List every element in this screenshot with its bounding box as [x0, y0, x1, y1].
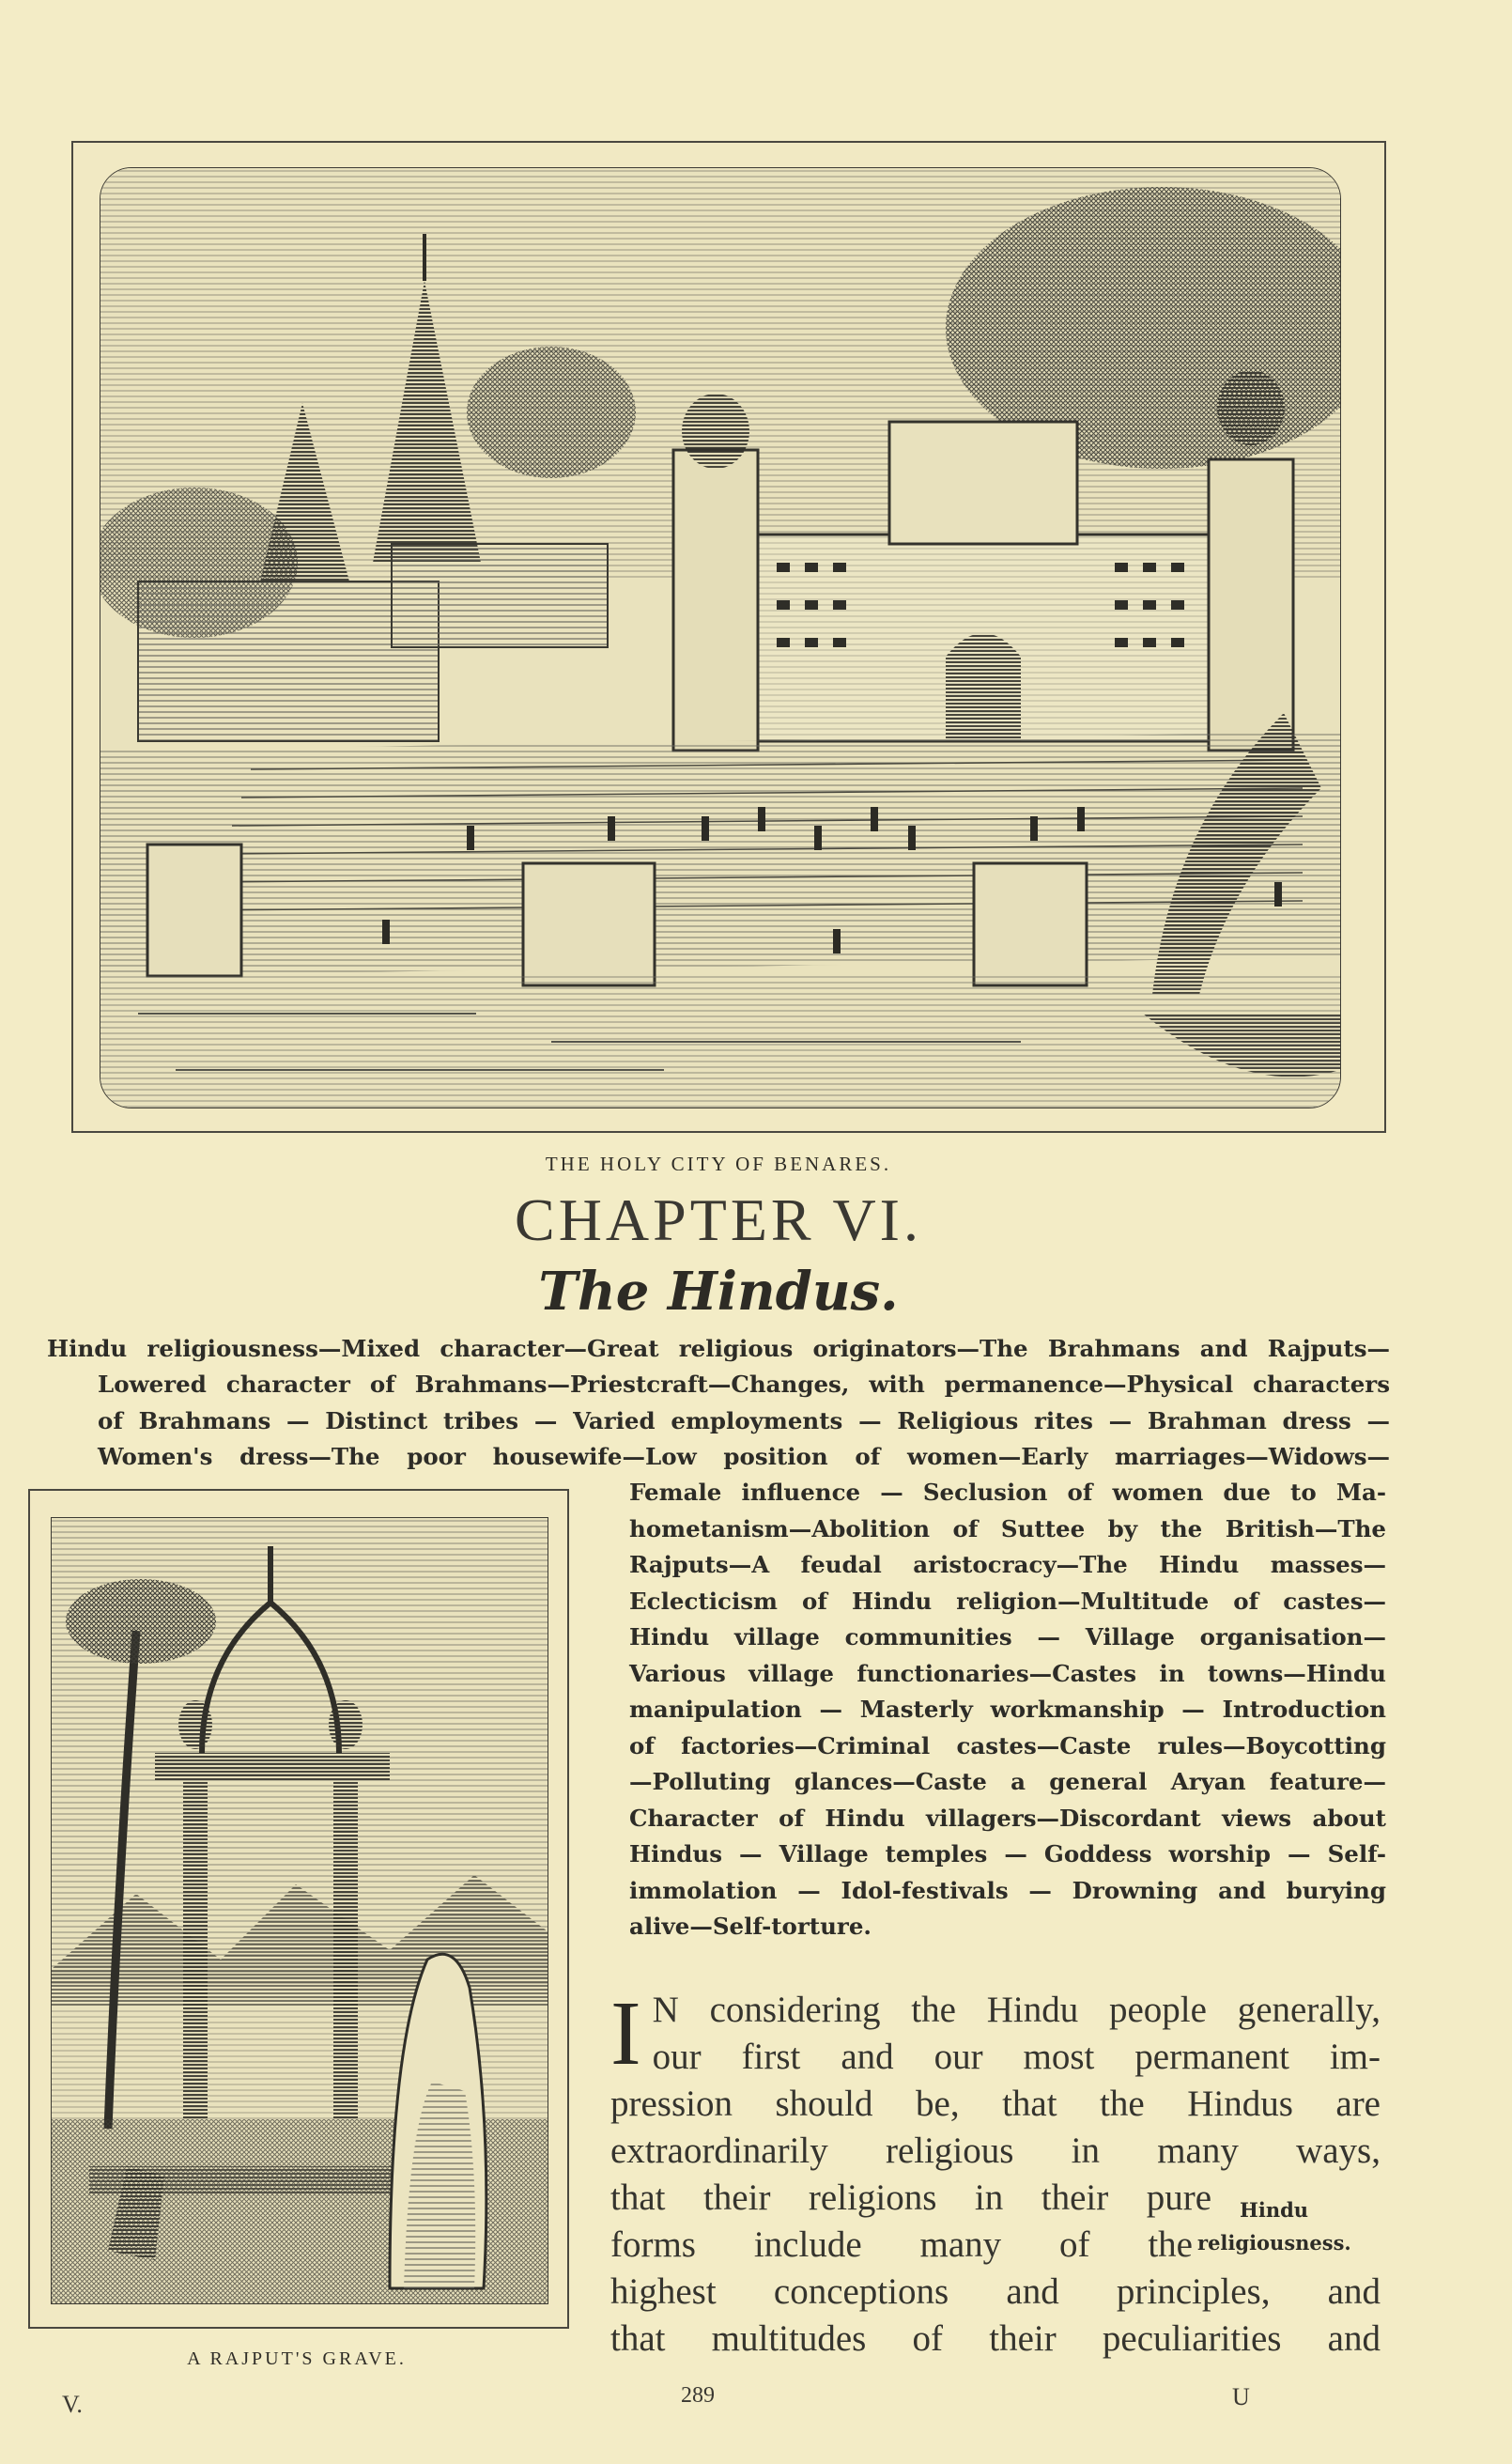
synopsis-line: alive—Self-torture. — [629, 1913, 872, 1940]
benares-engraving — [100, 167, 1341, 1108]
synopsis-line: Women's dress—The poor housewife—Low position of women—Early marriages—Widows— — [98, 1443, 1390, 1470]
rajput-grave-engraving — [51, 1517, 548, 2304]
side-illustration-frame — [28, 1489, 569, 2329]
page-number: 289 — [681, 2383, 715, 2408]
body-paragraph — [610, 1983, 1381, 2363]
body-line: pression should be, that the Hindus are — [610, 2084, 1381, 2124]
marginal-note-line: Hindu — [1240, 2198, 1309, 2222]
synopsis-line: manipulation — Masterly workmanship — Introduction — [629, 1696, 1386, 1723]
chapter-title: The Hindus. — [538, 1261, 899, 1323]
synopsis-line: Lowered character of Brahmans—Priestcraft—Changes, with permanence—Physical characters — [98, 1371, 1390, 1398]
synopsis-line: of Brahmans — Distinct tribes — Varied employments — Religious rites — Brahman dress — — [98, 1406, 1390, 1434]
synopsis-line: Female influence — Seclusion of women due to Ma- — [629, 1479, 1386, 1506]
top-illustration-caption: THE HOLY CITY OF BENARES. — [545, 1153, 892, 1175]
top-illustration-frame — [71, 141, 1386, 1133]
synopsis-line: Various village functionaries—Castes in towns—Hindu — [629, 1659, 1386, 1687]
synopsis-line: immolation — Idol-festivals — Drowning and burying — [629, 1876, 1386, 1904]
synopsis-line: Character of Hindu villagers—Discordant views about — [629, 1804, 1386, 1832]
synopsis-line: Rajputs—A feudal aristocracy—The Hindu masses— — [629, 1551, 1386, 1578]
marginal-note — [1197, 2198, 1385, 2255]
body-line: our first and our most permanent im- — [652, 2037, 1381, 2077]
side-illustration-caption: A RAJPUT'S GRAVE. — [187, 2348, 407, 2369]
marginal-note-line: religiousness. — [1197, 2231, 1351, 2255]
chapter-synopsis-indented — [98, 1367, 1390, 1476]
body-line: that their religions in their pure — [610, 2177, 1211, 2218]
body-line: extraordinarily religious in many ways, — [610, 2131, 1381, 2171]
chapter-synopsis-column — [629, 1475, 1386, 1945]
synopsis-line: Hindus — Village temples — Goddess worship — Self- — [629, 1840, 1386, 1867]
synopsis-line: hometanism—Abolition of Suttee by the British—The — [629, 1514, 1386, 1542]
chapter-number: CHAPTER VI. — [515, 1186, 922, 1253]
body-line: forms include many of the — [610, 2224, 1193, 2265]
drop-cap: I — [610, 1983, 641, 2084]
body-line: that multitudes of their peculiarities and — [610, 2318, 1381, 2359]
signature-mark-right: U — [1232, 2383, 1250, 2410]
synopsis-line: Hindu village communities — Village organisation— — [629, 1623, 1386, 1650]
synopsis-line: Eclecticism of Hindu religion—Multitude of castes— — [629, 1587, 1386, 1615]
synopsis-line: of factories—Criminal castes—Caste rules—Boycotting — [629, 1731, 1386, 1759]
chapter-synopsis-full — [47, 1331, 1390, 1368]
body-line: N considering the Hindu people generally, — [652, 1990, 1381, 2030]
synopsis-line: Hindu religiousness—Mixed character—Great religious originators—The Brahmans and Rajputs— — [47, 1335, 1390, 1362]
body-line: highest conceptions and principles, and — [610, 2271, 1381, 2312]
synopsis-line: —Polluting glances—Caste a general Aryan feature— — [629, 1768, 1386, 1795]
signature-mark-left: V. — [62, 2391, 83, 2418]
